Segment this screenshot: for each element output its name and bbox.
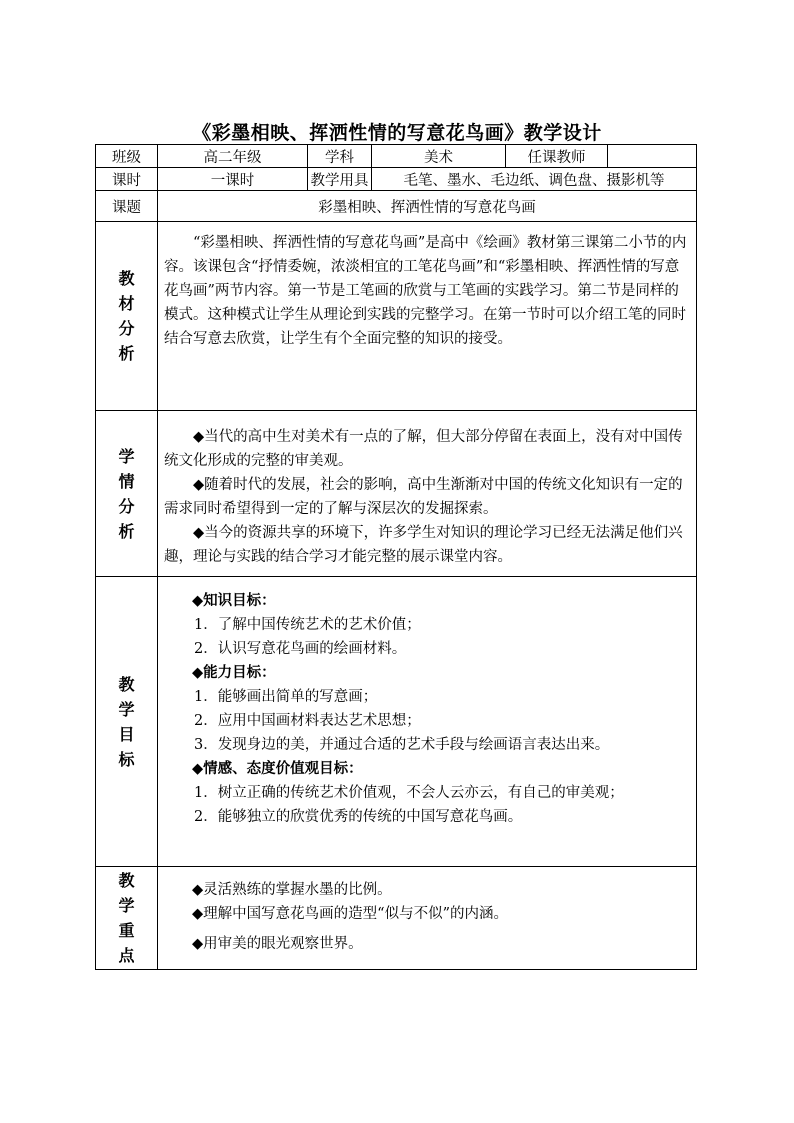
tools-label: 教学用具 — [308, 168, 372, 191]
topic-label: 课题 — [96, 191, 158, 222]
knowledge-objective-title: ◆知识目标： — [192, 592, 276, 609]
material-analysis-text: “彩墨相映、挥洒性情的写意花鸟画”是高中《绘画》教材第三课第二小节的内容。该课包含“抒情委婉，浓淡相宜的工笔花鸟画”和“彩墨相映、挥洒性情的写意花鸟画”两节内容。第一节是工笔画的欣赏与工笔画的实践学习。第二节是同样的模式。这种模式让学生从理论到实践的完整学习。在第一节时可以介绍工笔的同时结合写意去欣赏，让学生有个全面完整的知识的接受。 — [164, 235, 687, 347]
class-value: 高二年级 — [158, 145, 308, 168]
objectives-row — [96, 577, 697, 867]
ability-objective-item: 1．能够画出简单的写意画； — [194, 689, 378, 705]
material-analysis-row — [96, 222, 697, 411]
document-title: 《彩墨相映、挥洒性情的写意花鸟画》教学设计 — [192, 122, 602, 144]
teacher-label: 任课教师 — [506, 145, 608, 168]
student-point: ◆当今的资源共享的环境下，许多学生对知识的理论学习已经无法满足他们兴趣，理论与实践的结合学习才能完整的展示课堂内容。 — [164, 525, 683, 565]
tools-value: 毛笔、墨水、毛边纸、调色盘、摄影机等 — [372, 168, 697, 191]
period-value: 一课时 — [158, 168, 308, 191]
header-row-period — [96, 168, 697, 191]
ability-objective-item: 3．发现身边的美，并通过合适的艺术手段与绘画语言表达出来。 — [194, 737, 610, 753]
topic-value: 彩墨相映、挥洒性情的写意花鸟画 — [158, 191, 697, 222]
emotion-objective-title: ◆情感、态度价值观目标： — [192, 760, 363, 777]
header-row-topic — [96, 191, 697, 222]
keypoint-item: ◆用审美的眼光观察世界。 — [192, 936, 363, 952]
teacher-value — [608, 145, 697, 168]
keypoint-item: ◆灵活熟练的掌握水墨的比例。 — [192, 882, 392, 898]
class-label: 班级 — [96, 145, 158, 168]
keypoint-item: ◆理解中国写意花鸟画的造型“似与不似”的内涵。 — [192, 906, 508, 922]
student-analysis-label: 学 情 分 析 — [96, 411, 158, 577]
student-analysis-row — [96, 411, 697, 577]
lesson-plan-table — [95, 144, 697, 970]
student-point: ◆当代的高中生对美术有一点的了解，但大部分停留在表面上，没有对中国传统文化形成的完整的审美观。 — [164, 429, 683, 469]
emotion-objective-item: 1．树立正确的传统艺术价值观，不会人云亦云，有自己的审美观； — [194, 785, 624, 801]
period-label: 课时 — [96, 168, 158, 191]
objectives-content — [158, 577, 697, 867]
knowledge-objective-item: 1．了解中国传统艺术的艺术价值； — [194, 617, 421, 633]
keypoints-row — [96, 867, 697, 970]
student-point: ◆随着时代的发展，社会的影响，高中生渐渐对中国的传统文化知识有一定的需求同时希望得到一定的了解与深层次的发掘探索。 — [164, 477, 683, 517]
subject-value: 美术 — [372, 145, 506, 168]
objectives-label: 教 学 目 标 — [96, 577, 158, 867]
ability-objective-item: 2．应用中国画材料表达艺术思想； — [194, 713, 421, 729]
student-analysis-content — [158, 411, 697, 577]
emotion-objective-item: 2．能够独立的欣赏优秀的传统的中国写意花鸟画。 — [194, 809, 523, 825]
keypoints-content — [158, 867, 697, 970]
material-analysis-label: 教 材 分 析 — [96, 222, 158, 411]
subject-label: 学科 — [308, 145, 372, 168]
header-row-class — [96, 145, 697, 168]
knowledge-objective-item: 2．认识写意花鸟画的绘画材料。 — [194, 641, 407, 657]
ability-objective-title: ◆能力目标： — [192, 664, 276, 681]
material-analysis-content — [158, 222, 697, 411]
keypoints-label: 教 学 重 点 — [96, 867, 158, 970]
